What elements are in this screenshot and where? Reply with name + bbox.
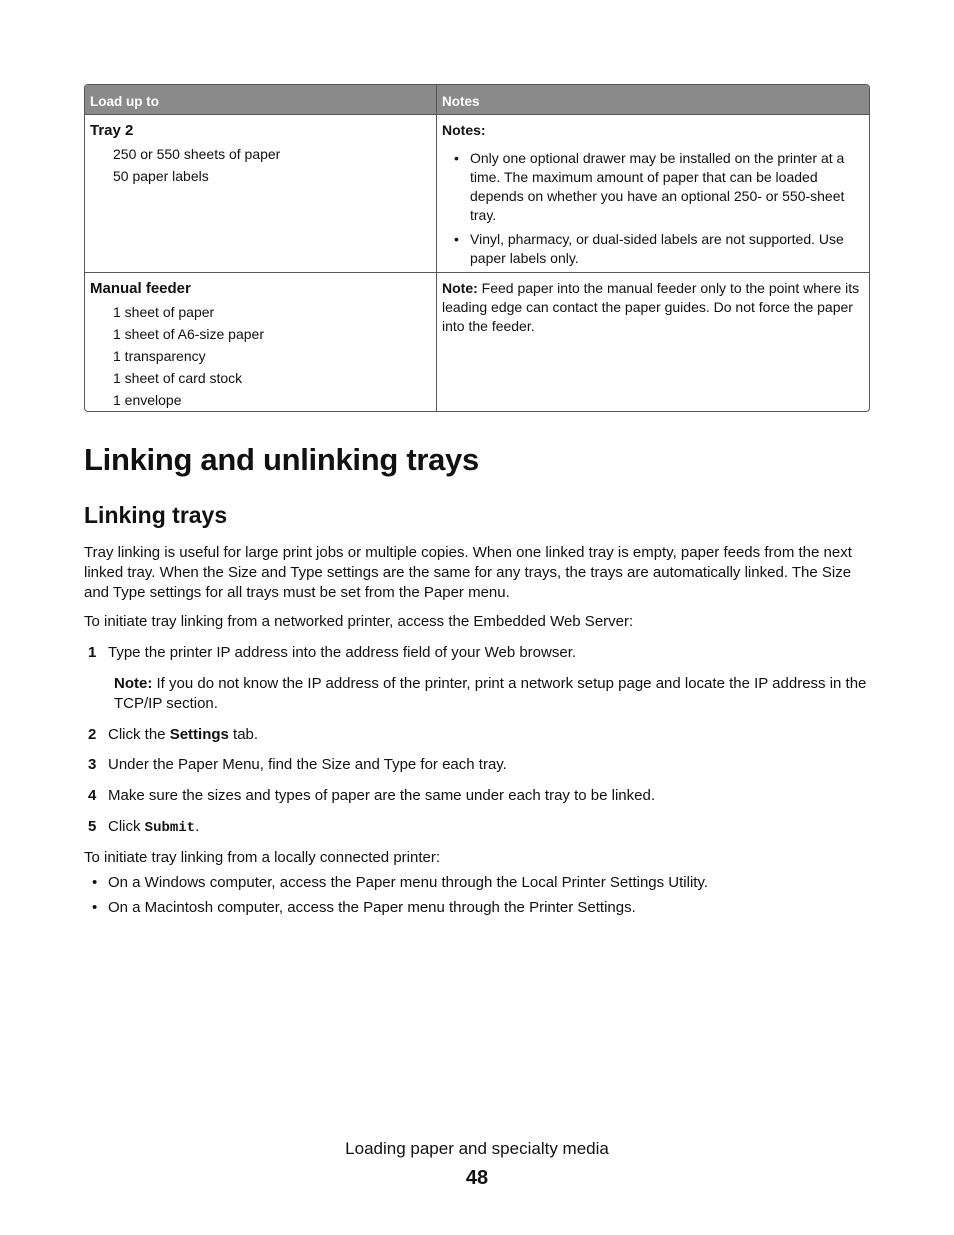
table-row (85, 114, 869, 272)
row-item: 250 or 550 sheets of paper (113, 146, 281, 162)
note-text: If you do not know the IP address of the printer, print a network setup page and locate the IP address in the TCP/IP section. (114, 675, 867, 712)
row-title: Tray 2 (90, 122, 134, 139)
step-number: 1 (88, 644, 97, 661)
paragraph: Tray linking is useful for large print jobs or multiple copies. When one linked tray is empty, paper feeds from the next linked tray. When the Size and Type settings are the same for any trays, the trays are automatically linked. The Size and Type settings for all trays must be set from the Paper menu. (84, 544, 852, 601)
table-header (85, 85, 869, 114)
bullet-icon: • (92, 874, 98, 891)
section-title: Linking trays (84, 502, 228, 528)
step-1-note (114, 674, 874, 714)
manual-feeder-note (437, 273, 869, 411)
paper-capacity-table (84, 84, 870, 412)
note-label: Note: (442, 280, 478, 296)
row-item: 1 envelope (113, 392, 182, 408)
step-text: Under the Paper Menu, find the Size and Type for each tray. (108, 756, 507, 773)
step-text: Make sure the sizes and types of paper are the same under each tray to be linked. (108, 787, 655, 804)
row-item: 1 sheet of card stock (113, 370, 243, 386)
notes-label: Notes: (442, 122, 486, 138)
row-item: 1 transparency (113, 348, 206, 364)
footer-section-name: Loading paper and specialty media (345, 1139, 609, 1158)
step-text: Type the printer IP address into the address field of your Web browser. (108, 644, 577, 661)
step-number: 3 (88, 756, 97, 773)
page-title: Linking and unlinking trays (84, 442, 479, 477)
note-label: Note: (114, 675, 153, 692)
header-notes: Notes (442, 94, 480, 109)
row-item: 50 paper labels (113, 168, 209, 184)
note-text: Feed paper into the manual feeder only to the point where its leading edge can contact the paper guides. Do not force the paper into the feeder. (442, 280, 860, 334)
row-item: 1 sheet of A6-size paper (113, 326, 264, 342)
row-item: 1 sheet of paper (113, 304, 215, 320)
bullet-icon: • (92, 899, 98, 916)
bullet-icon: • (454, 150, 459, 166)
paragraph: To initiate tray linking from a networked printer, access the Embedded Web Server: (84, 613, 634, 630)
paragraph: To initiate tray linking from a locally connected printer: (84, 849, 441, 866)
list-item: • Vinyl, pharmacy, or dual-sided labels are not supported. Use paper labels only. (454, 231, 844, 266)
list-item: • Only one optional drawer may be installed on the printer at a time. The maximum amount of paper that can be loaded depends on whether you have an optional 250- or 550-sheet tray. (454, 150, 845, 223)
header-load-up-to: Load up to (85, 85, 437, 114)
step-number: 2 (88, 726, 97, 743)
bullet-icon: • (454, 231, 459, 247)
page-number: 48 (465, 1167, 489, 1189)
row-title: Manual feeder (90, 280, 191, 297)
step-number: 4 (88, 787, 97, 804)
submit-code-label: Submit (144, 820, 196, 836)
settings-tab-label: Settings (169, 726, 229, 743)
step-number: 5 (88, 818, 97, 835)
notes-list (442, 149, 865, 268)
document-page: Load up to Notes Tray 2 250 or 550 sheets of paper 50 paper labels Notes: • Only one optional drawer may be installed on the printer at a time. The maximum amount of paper that can be loaded depends on whether you have an optional 250- or 550-sheet tray. • Vinyl, pharmacy, or dual-sided labels are not supported. Use paper labels only. Manual feeder 1 sheet of paper 1 sheet of A6-size paper 1 transparency 1 sheet of card stock 1 envelope Note: Feed paper into the manual feeder only to the point where its leading edge can contact the paper guides. Do not force the paper into the feeder. Linking and unlinking trays Linking trays Tray linking is useful for large print jobs or multiple copies. When one linked tray is empty, paper feeds from the next linked tray. When the Size and Type settings are the same for any trays, the trays are automatically linked. The Size and Type settings for all trays must be set from the Paper menu. To initiate tray linking from a networked printer, access the Embedded Web Server: 1 Type the printer IP address into the address field of your Web browser. Note: If you do not know the IP address of the printer, print a network setup page and locate the IP address in the TCP/IP section. 2 Click the Settings tab. 3 Under the Paper Menu, find the Size and Type for each tray. 4 Make sure the sizes and types of paper are the same under each tray to be linked. 5 Click Submit. To initiate tray linking from a locally connected printer: • On a Windows computer, access the Paper menu through the Local Printer Settings Utility. • On a Macintosh computer, access the Paper menu through the Printer Settings. Loading paper and specialty media 48 (0, 0, 954, 1235)
table-row (85, 272, 869, 411)
